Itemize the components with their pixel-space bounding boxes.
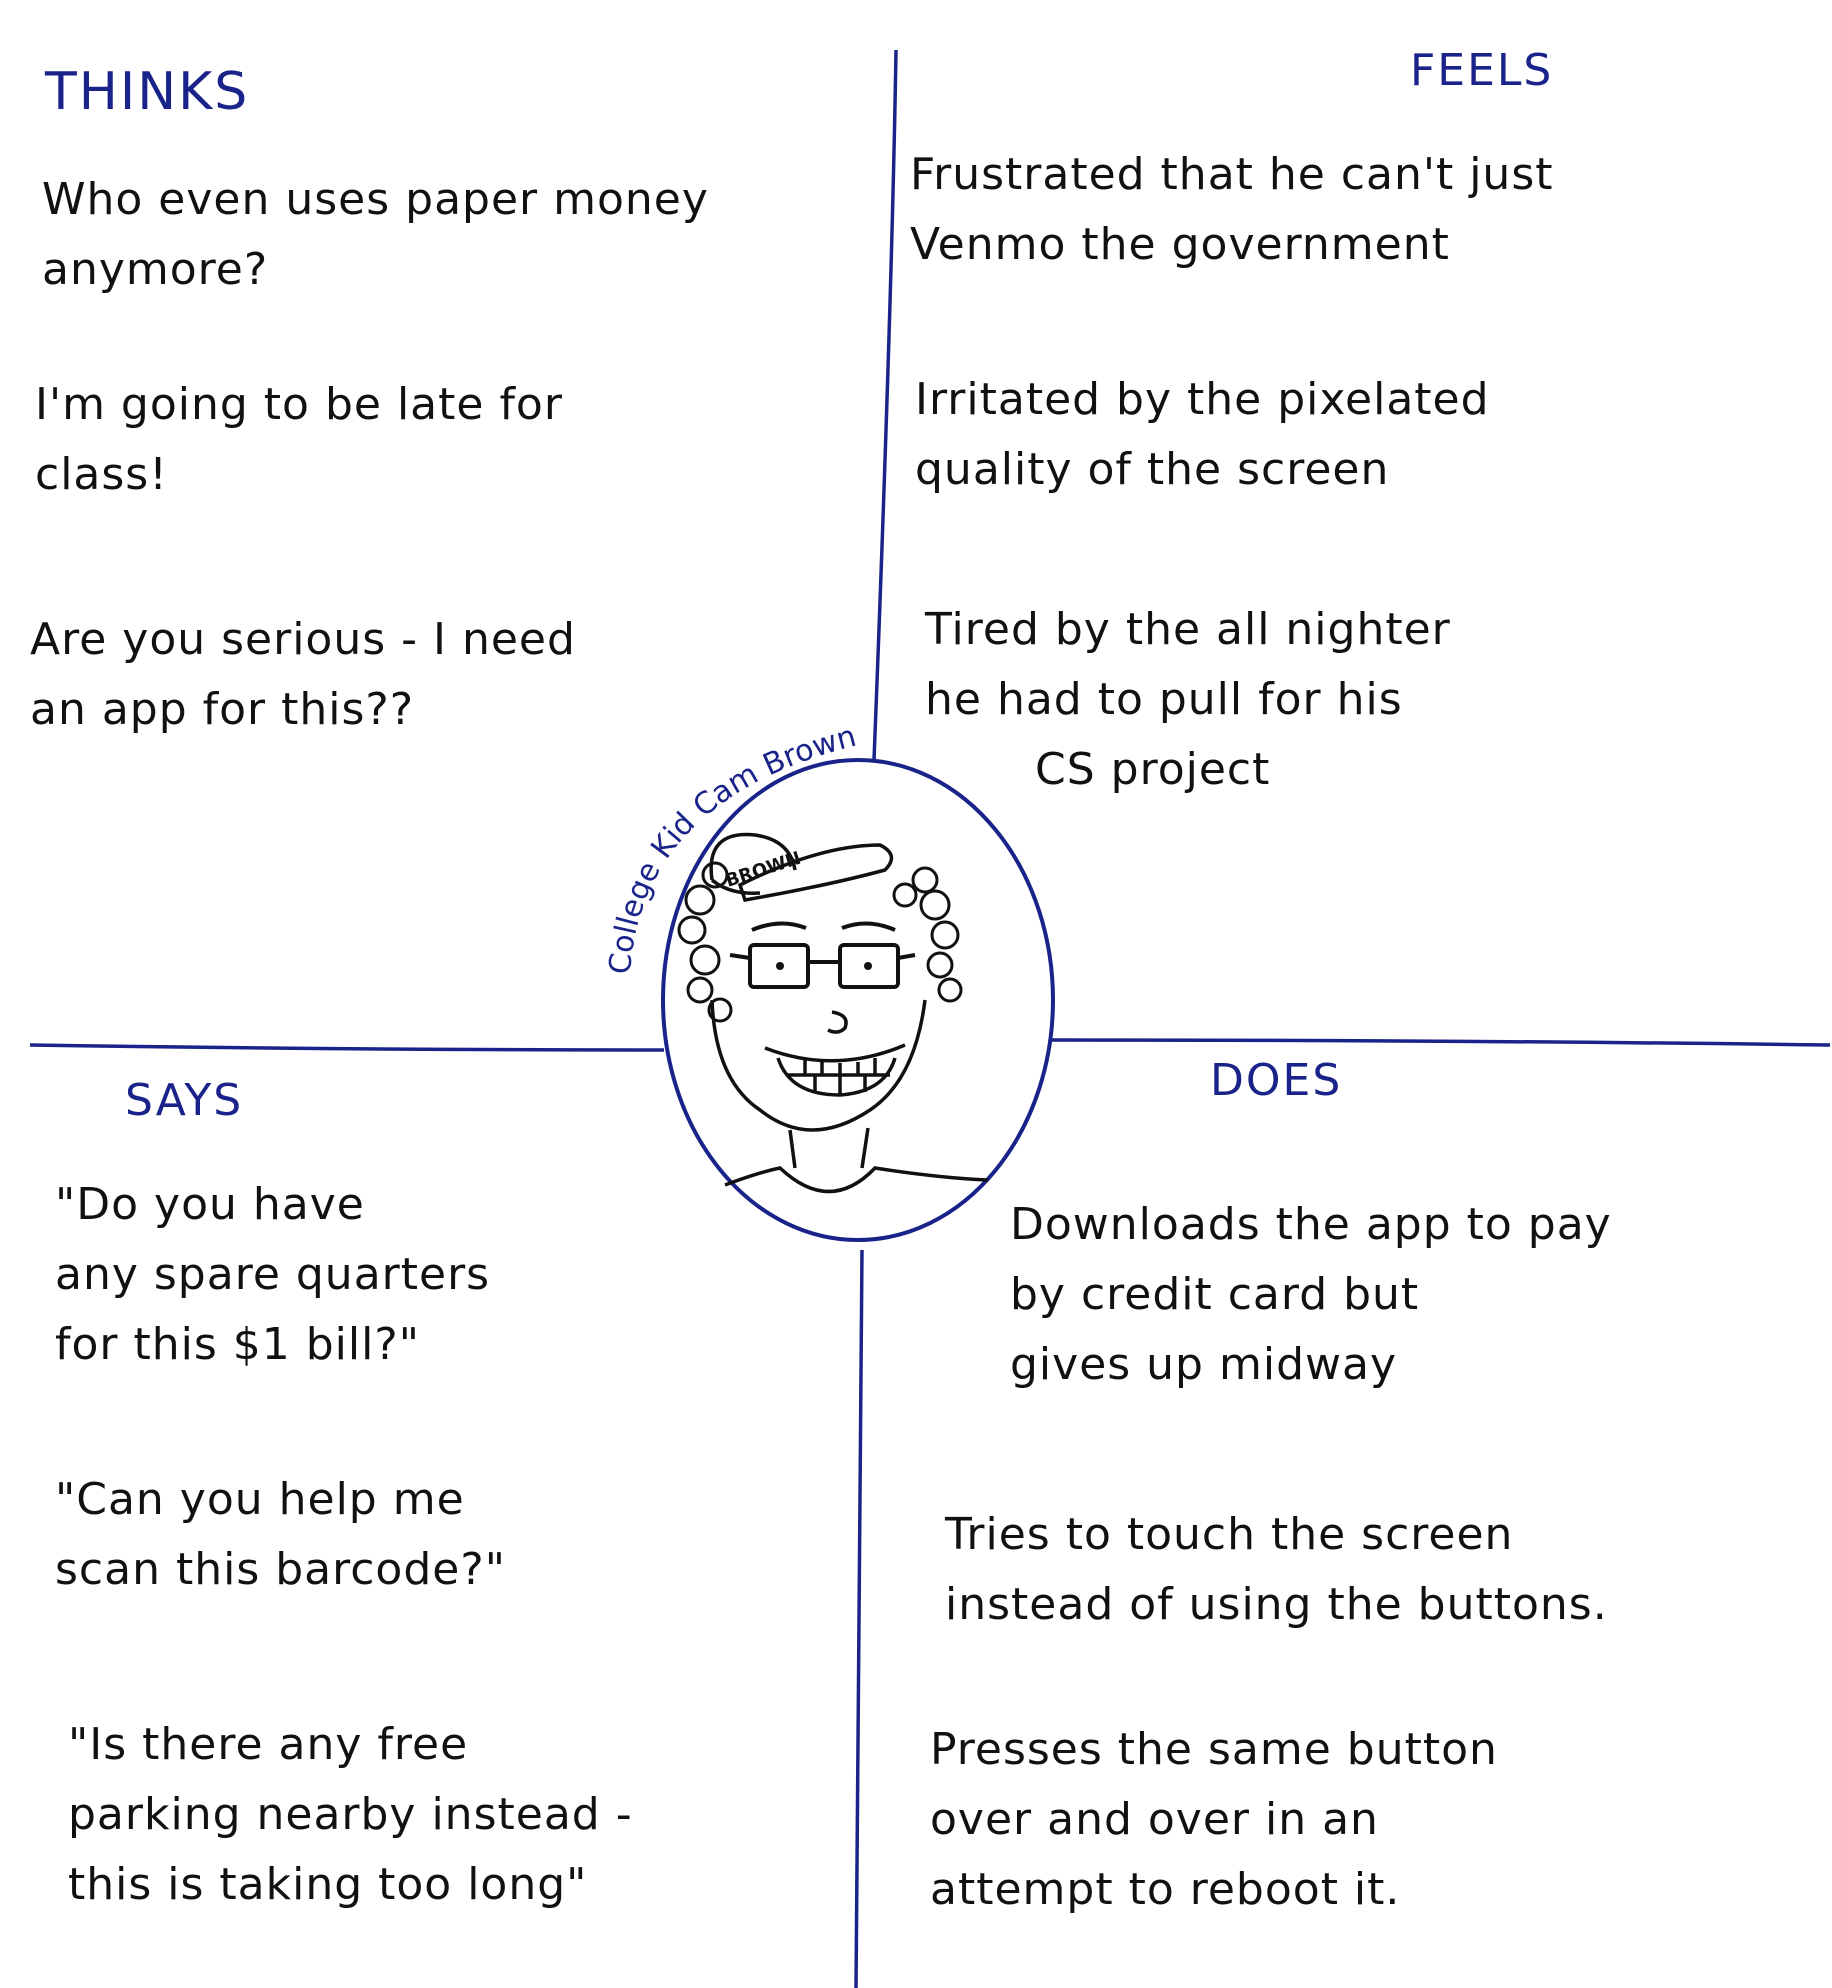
does-heading: DOES xyxy=(1210,1055,1343,1106)
note-line: Downloads the app to pay xyxy=(1010,1199,1612,1250)
note-line: I'm going to be late for xyxy=(35,379,563,430)
note-line: Irritated by the pixelated xyxy=(915,374,1490,425)
feels-heading: FEELS xyxy=(1410,45,1554,96)
note-line: Are you serious - I need xyxy=(30,614,576,665)
says-note-1 xyxy=(55,1170,490,1380)
note-line: over and over in an xyxy=(930,1794,1379,1845)
cap-label: BROWN xyxy=(723,847,804,892)
thinks-heading: THINKS xyxy=(45,62,250,122)
note-line: he had to pull for his xyxy=(925,674,1403,725)
thinks-note-2 xyxy=(35,370,563,510)
note-line: "Can you help me xyxy=(55,1474,465,1525)
note-line: class! xyxy=(35,449,168,500)
feels-note-3 xyxy=(925,595,1451,805)
does-note-3 xyxy=(930,1715,1498,1925)
note-line: instead of using the buttons. xyxy=(945,1579,1608,1630)
note-line: for this $1 bill?" xyxy=(55,1319,420,1370)
note-line: by credit card but xyxy=(1010,1269,1420,1320)
note-line: Tired by the all nighter xyxy=(925,604,1451,655)
note-line: anymore? xyxy=(42,244,269,295)
note-line: "Is there any free xyxy=(68,1719,469,1770)
neck-and-shirt xyxy=(725,1128,988,1192)
note-line: Presses the same button xyxy=(930,1724,1498,1775)
persona-name: College Kid Cam Brown xyxy=(602,718,860,976)
note-line: CS project xyxy=(1035,744,1271,795)
note-line: parking nearby instead - xyxy=(68,1789,633,1840)
feels-note-1 xyxy=(910,140,1554,280)
smile xyxy=(765,1045,905,1095)
note-line: Frustrated that he can't just xyxy=(910,149,1554,200)
note-line: attempt to reboot it. xyxy=(930,1864,1401,1915)
note-line: scan this barcode?" xyxy=(55,1544,506,1595)
note-line: quality of the screen xyxy=(915,444,1390,495)
note-line: Who even uses paper money xyxy=(42,174,709,225)
note-line: Tries to touch the screen xyxy=(945,1509,1514,1560)
thinks-note-3 xyxy=(30,605,576,745)
note-line: an app for this?? xyxy=(30,684,415,735)
eyebrows xyxy=(752,923,895,930)
says-heading: SAYS xyxy=(125,1075,244,1126)
thinks-note-1 xyxy=(42,165,709,305)
note-line: "Do you have xyxy=(55,1179,365,1230)
says-note-2 xyxy=(55,1465,506,1605)
glasses xyxy=(730,945,915,987)
note-line: gives up midway xyxy=(1010,1339,1397,1390)
note-line: Venmo the government xyxy=(910,219,1450,270)
feels-note-2 xyxy=(915,365,1490,505)
says-note-3 xyxy=(68,1710,633,1920)
note-line: any spare quarters xyxy=(55,1249,491,1300)
nose xyxy=(828,1012,846,1032)
note-line: this is taking too long" xyxy=(68,1859,588,1910)
does-note-2 xyxy=(945,1500,1608,1640)
does-note-1 xyxy=(1010,1190,1612,1400)
